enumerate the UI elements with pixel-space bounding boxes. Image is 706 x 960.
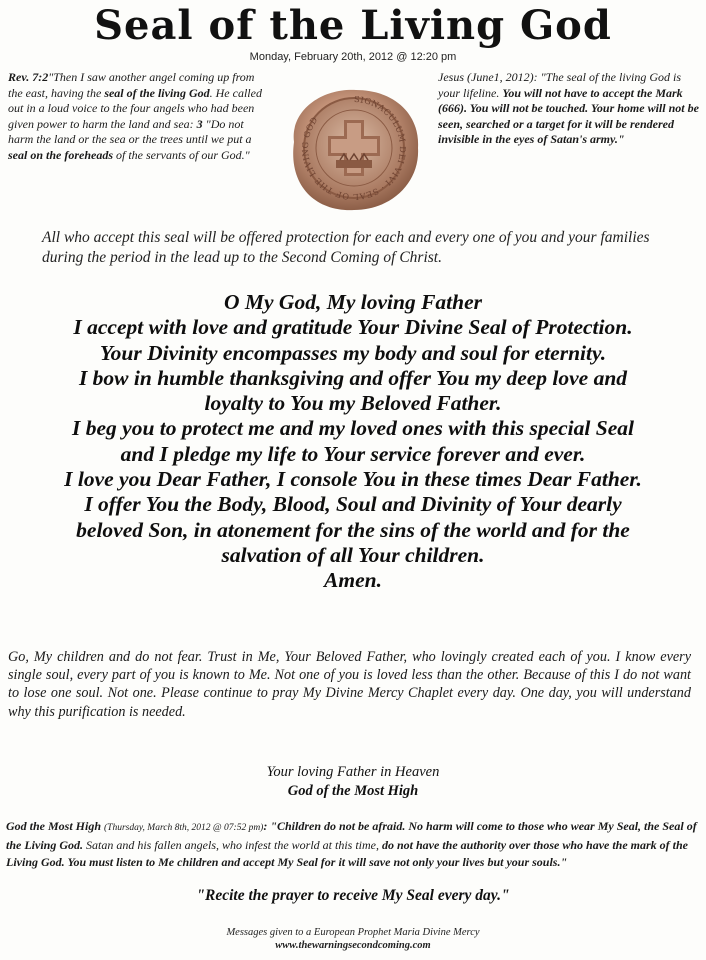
jesus-quote — [438, 70, 700, 148]
prayer-line: O My God, My loving Father — [224, 290, 482, 314]
prayer-line: Your Divinity encompasses my body and soul for eternity. — [99, 340, 607, 365]
rev-bold-2: 3 — [196, 116, 203, 131]
most-high-bold-1: : "Children do not be afraid. No harm will come to those who wear My Seal, the Seal of the Living God. — [6, 819, 697, 852]
prayer-line: loyalty to You my Beloved Father. — [204, 391, 502, 416]
rev-bold-3: seal on the foreheads — [8, 147, 113, 162]
most-high-bold-2: do not have the authority over those who have the mark of the Living God. You must listen to Me children and accept My Seal for it will save not only your lives but your souls." — [6, 838, 689, 869]
prayer-line: I love you Dear Father, I console You in these times Dear Father. — [64, 467, 642, 492]
prayer-line: and I pledge my life to Your service forever and ever. — [120, 441, 586, 466]
rev-bold-1: seal of the living God — [104, 85, 210, 100]
prayer-line: Amen. — [324, 568, 382, 593]
rev-text-3: "Do not harm the land or the sea or the trees until we put a — [8, 116, 252, 146]
signature — [0, 763, 706, 801]
footer — [0, 926, 706, 952]
prayer-line: beloved Son, in atonement for the sins of the world and for the — [76, 517, 630, 542]
recite-instruction: "Recite the prayer to receive My Seal every day." — [196, 887, 510, 904]
rev-text-1: "Then I saw another angel coming up from the east, having the — [8, 70, 255, 100]
rev-text-2: . He called out in a loud voice to the four angels who had been given power to harm the land and sea: — [8, 85, 262, 131]
prayer-line: I bow in humble thanksgiving and offer You my deep love and — [78, 365, 628, 390]
most-high-text: Satan and his fallen angels, who infest the world at this time, — [83, 838, 382, 852]
message-paragraph: Go, My children and do not fear. Trust in Me, Your Beloved Father, who lovingly created each of you. I know every single soul, every part of you is known to Me. Not one of you is loved less than the other. Because of this I do not want to lose one soul. Not one. Please continue to pray My Divine Mercy Chaplet every day. One day, you will understand why this purification is needed. — [8, 649, 691, 720]
jesus-text: Jesus (June1, 2012): "The seal of the living God is your lifeline. — [438, 70, 681, 100]
signature-name: God of the Most High — [287, 783, 419, 799]
prayer-line: I offer You the Body, Blood, Soul and Divinity of Your dearly — [84, 492, 622, 517]
jesus-bold: You will not have to accept the Mark (666). You will not be touched. Your home will not be seen, searched or a target for it will be rendered invisible in the eyes of Satan's army." — [438, 85, 699, 146]
most-high-date: (Thursday, March 8th, 2012 @ 07:52 pm) — [104, 823, 264, 833]
prayer-line: I beg you to protect me and my loved ones with this special Seal — [72, 416, 634, 441]
prayer-line: I accept with love and gratitude Your Divine Seal of Protection. — [73, 315, 633, 340]
rev-quote — [8, 70, 266, 163]
most-high-quote — [6, 818, 700, 871]
message-date: Monday, February 20th, 2012 @ 12:20 pm — [249, 51, 457, 63]
footer-url: www.thewarningsecondcoming.com — [275, 940, 431, 951]
page-title: Seal of the Living God — [94, 2, 612, 49]
rev-text-4: of the servants of our God." — [113, 147, 250, 162]
prayer-line: salvation of all Your children. — [221, 542, 485, 567]
seal-ring-text: SIGNACULUM DEI VIVI ⋅ SEAL OF THE LIVING GOD — [299, 93, 409, 203]
wax-seal-icon — [280, 82, 428, 217]
rev-ref: Rev. 7:2 — [8, 70, 49, 84]
seal-prayer — [0, 290, 706, 594]
most-high-name: God the Most High — [6, 819, 102, 833]
protection-text: All who accept this seal will be offered protection for each and every one of you and your families during the period in the lead up to the Second Coming of Christ. — [42, 229, 650, 266]
signature-line: Your loving Father in Heaven — [266, 764, 440, 780]
footer-credit: Messages given to a European Prophet Maria Divine Mercy — [226, 927, 480, 938]
